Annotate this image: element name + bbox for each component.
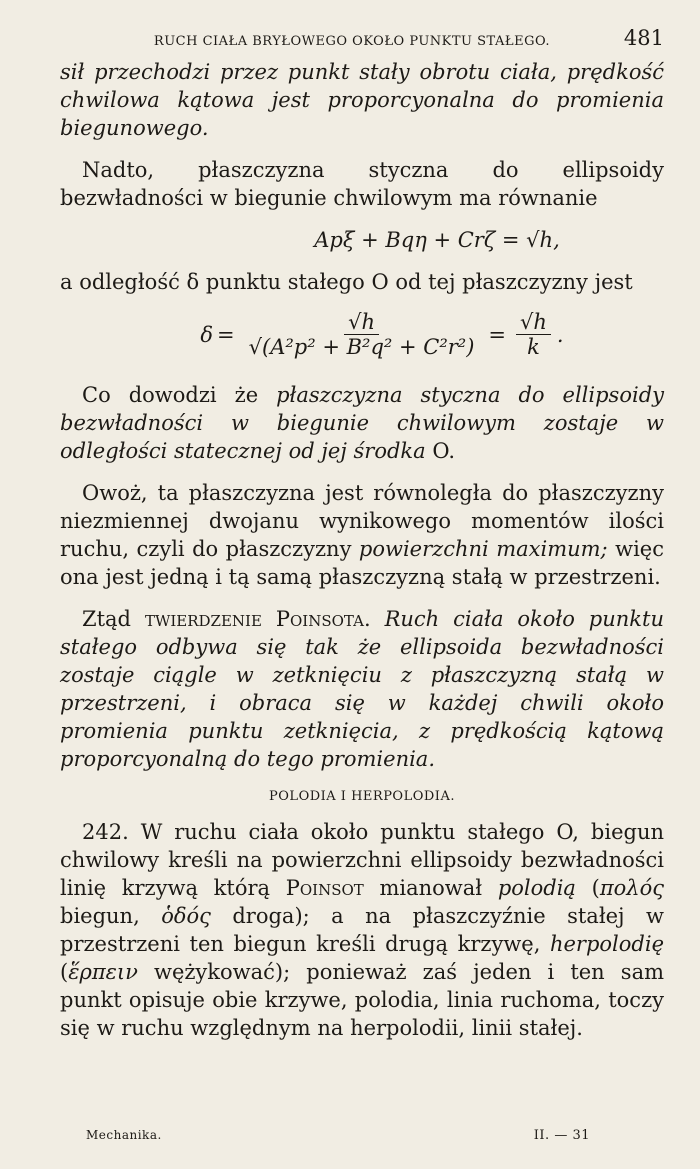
theorem-label: twierdzenie Poinsota. [144,607,371,631]
p7-part-1: 242. W ruchu ciała około punktu stałego O, biegun chwilowy kreśli na powierzchni ellipsoidy bezwładności linię krzywą którą [60,820,664,900]
paragraph-5-start: Owoż, ta płaszczyzna jest równoległa do płaszczyzny niezmiennej dwojanu wynikowego momentów ilości ruchu, czyli do płaszczyzny [60,481,664,561]
p7-part-5: droga); a na płaszczyźnie stałej w przestrzeni ten biegun kreśli drugą krzywę, [60,904,664,956]
fraction-1-numerator: √h [344,310,379,335]
page-footer [86,1128,590,1143]
p7-part-2: mianował [363,876,498,900]
p7-greek-herpein: ἕρπειν [68,960,138,984]
equals-sign-2: = [488,322,507,347]
section-title: POLODIA I HERPOLODIA. [269,789,455,804]
fraction-1 [245,310,479,359]
p7-name-poinsot: Poinsot [285,876,364,900]
formula-period: . [556,322,564,347]
paragraph-6 [60,605,664,773]
p7-greek-polos: πολός [599,876,664,900]
paragraph-5-end: więc ona jest jedną i tą samą płaszczyzną stałą w przestrzeni. [60,537,664,589]
p7-part-7: wężykować); ponieważ zaś jeden i ten sam punkt opisuje obie krzywe, polodia, linia ruchoma, toczy się w ruchu względnym na herpolodii, linii stałej. [60,960,664,1040]
equation-tangent-plane: Apξ + Bqη + Crζ = √h, [314,228,560,252]
fraction-2-denominator: k [527,335,540,359]
p7-part-6: ( [60,960,69,984]
paragraph-5 [60,479,664,591]
running-head: RUCH CIAŁA BRYŁOWEGO OKOŁO PUNKTU STAŁEGO. [153,34,550,49]
paragraph-4 [60,381,664,465]
fraction-2-numerator: √h [516,310,551,335]
paragraph-7 [60,818,664,1042]
poinsot-theorem: Ruch ciała około punktu stałego odbywa się tak że ellipsoida bezwładności zostaje ciągle w zetknięciu z płaszczyzną stałą w przestrzeni, i obraca się w każdej chwili około promienia punktu zetknięcia, z prędkością kątową proporcyonalną do tego promienia. [60,607,664,771]
p7-part-3: ( [575,876,600,900]
p7-greek-hodos: ὁδός [161,904,211,928]
paragraph-2: Nadto, płaszczyzna styczna do ellipsoidy bezwładności w biegunie chwilowym ma równanie [60,158,664,210]
p7-term-herpolodia: herpolodię [549,932,664,956]
p7-term-polodia: polodią [497,876,576,900]
paragraph-6-start: Ztąd [82,607,145,631]
delta-symbol: δ [200,322,214,347]
footer-title: Mechanika. [86,1128,162,1142]
fraction-1-denominator: √(A²p² + B²q² + C²r²) [248,335,475,359]
fraction-2 [516,310,551,359]
page-number: 481 [623,26,664,50]
paragraph-4-italic: płaszczyzna styczna do ellipsoidy bezwładności w biegunie chwilowym zostaje w odległości statecznej od jej środka [60,383,664,463]
paragraph-3: a odległość δ punktu stałego O od tej płaszczyzny jest [60,270,633,294]
paragraph-4-end: O. [425,439,455,463]
paragraph-4-start: Co dowodzi że [82,383,277,407]
footer-signature: II. — 31 [533,1128,590,1143]
equals-sign-1: = [217,322,235,347]
paragraph-1: sił przechodzi przez punkt stały obrotu ciała, prędkość chwilowa kątowa jest proporcyonalna do promienia biegunowego. [60,60,664,140]
p7-part-4: biegun, [60,904,162,928]
paragraph-5-italic: powierzchni maximum; [358,537,608,561]
equation-distance [60,310,664,359]
page-header [60,26,664,50]
